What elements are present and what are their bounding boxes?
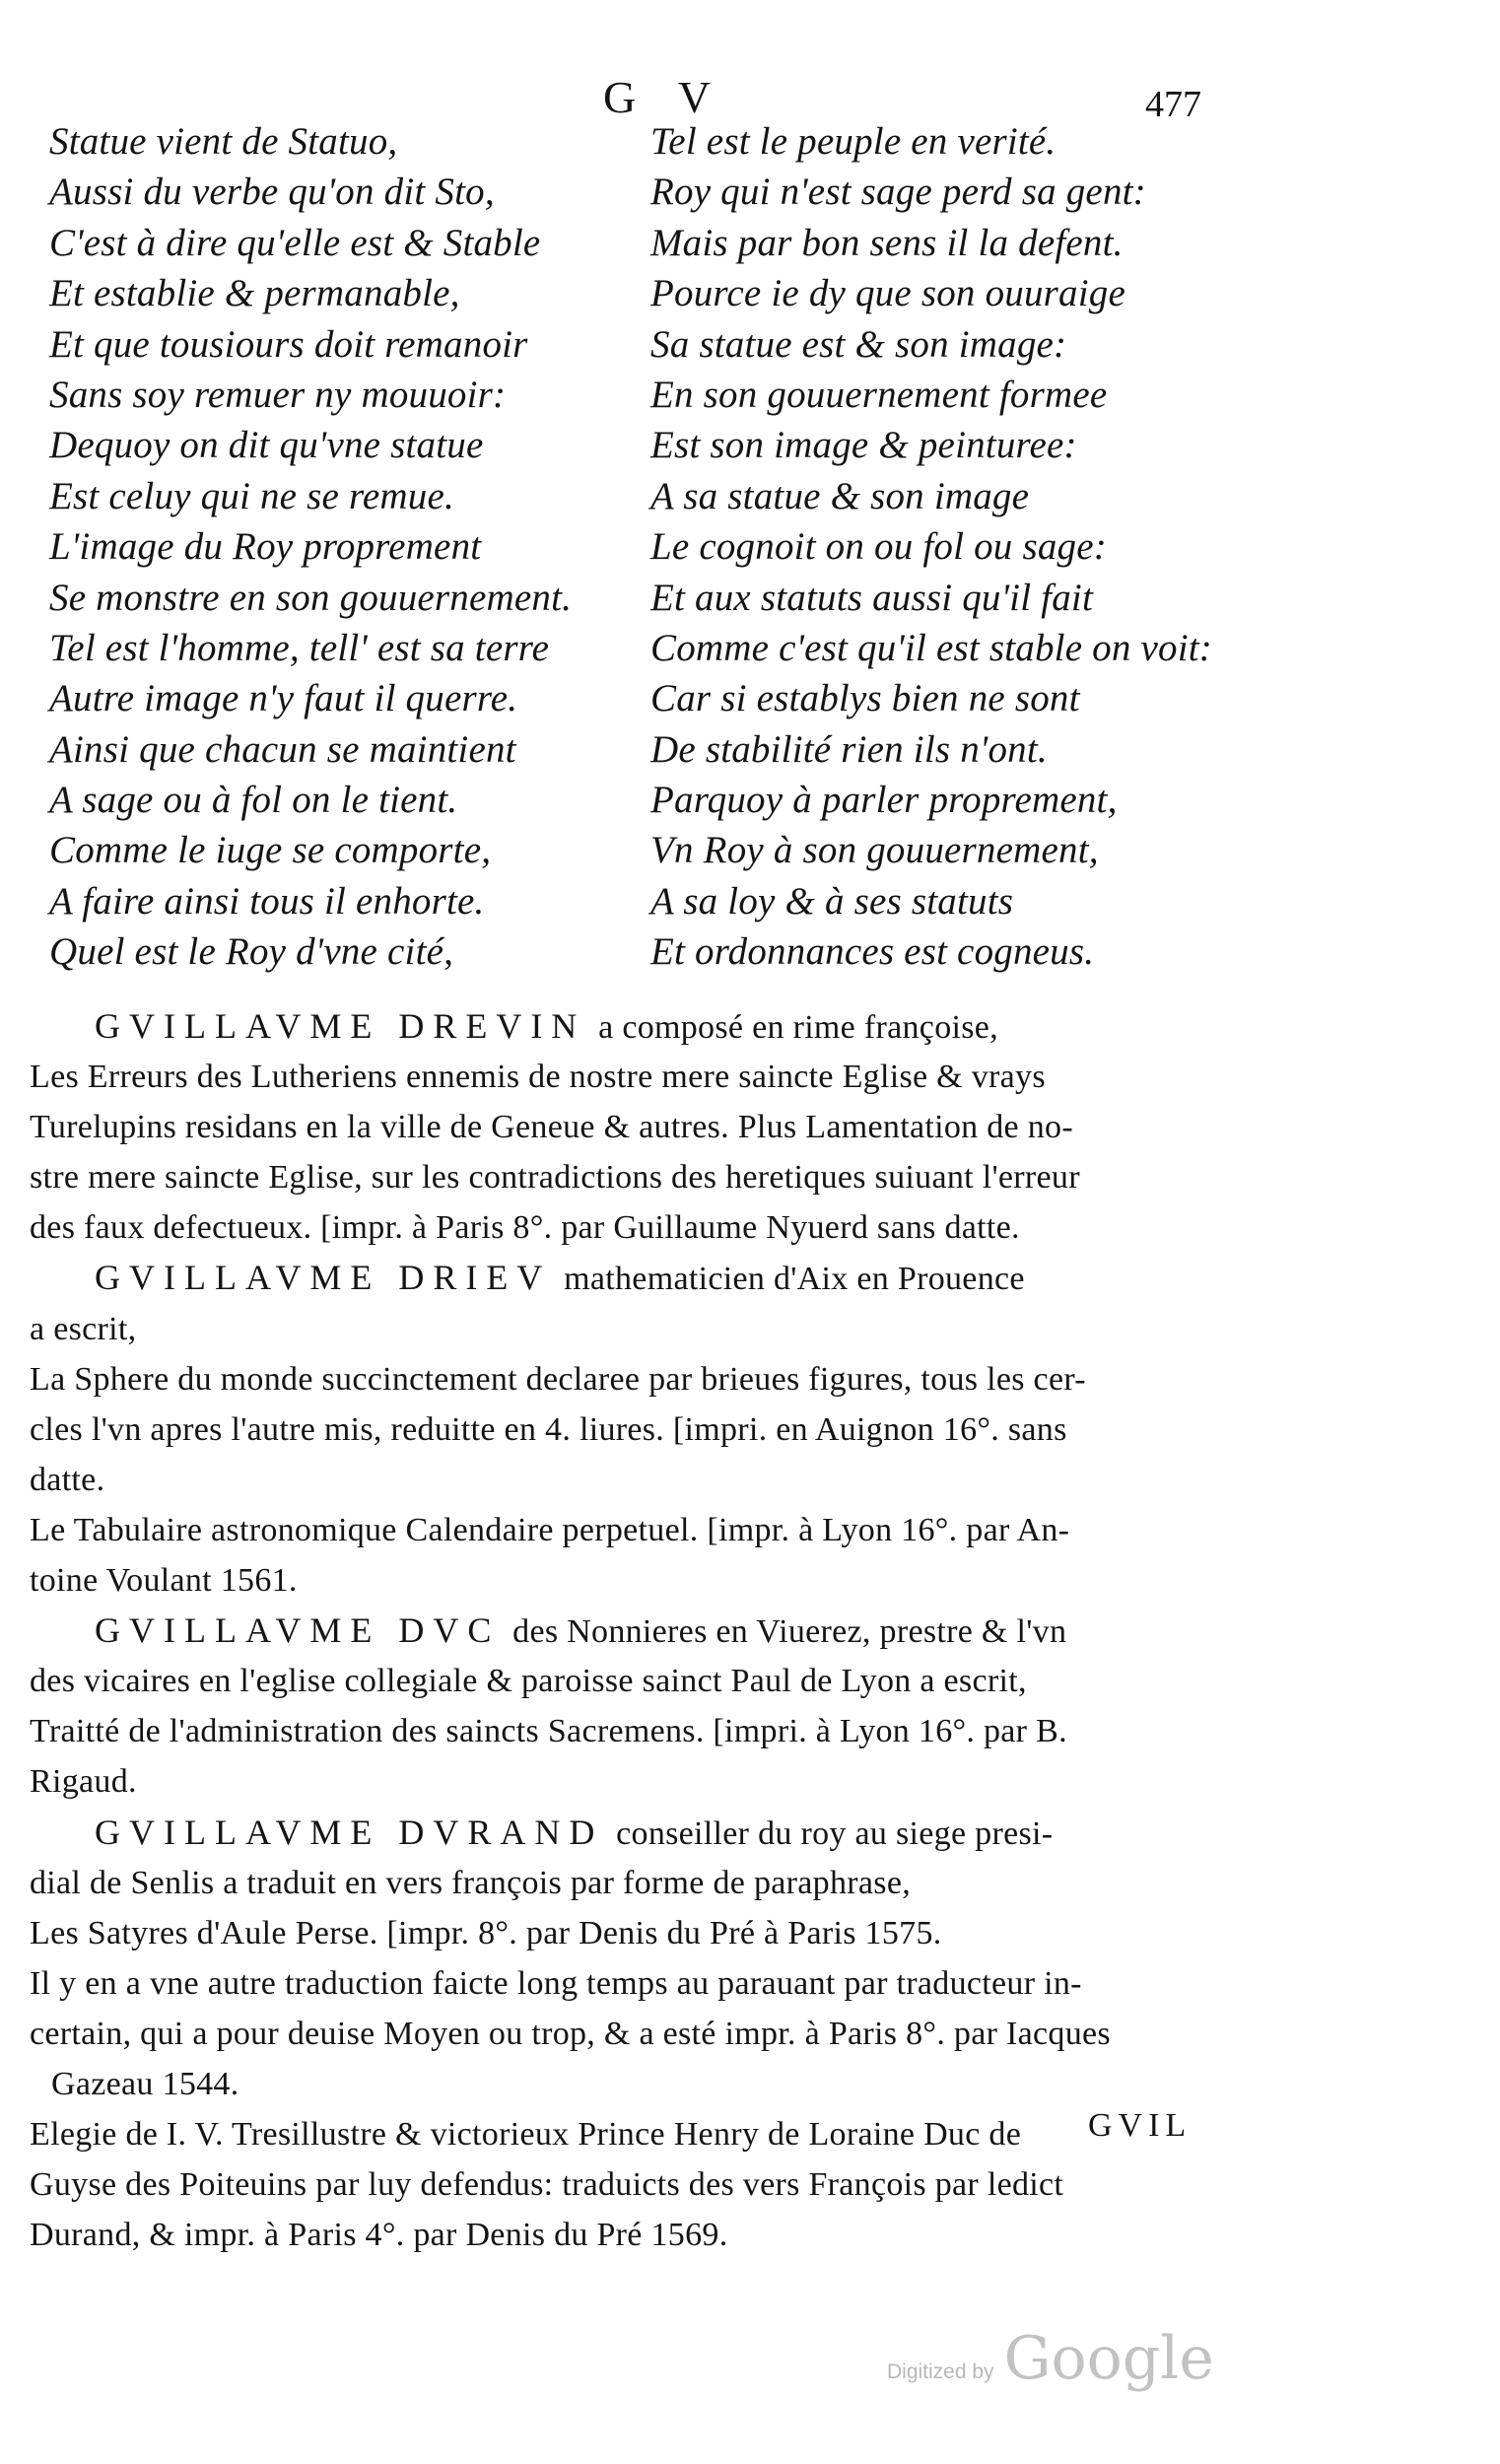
entry-line: Durand, & impr. à Paris 4°. par Denis du Pré 1569. <box>30 2217 728 2254</box>
verse-line: Pource ie dy que son ouuraige <box>650 272 1125 315</box>
verse-line: Dequoy on dit qu'vne statue <box>49 424 484 467</box>
entry-heading-line <box>30 1253 1222 1303</box>
entry-line: Rigaud. <box>30 1763 137 1801</box>
entry-line: toine Voulant 1561. <box>30 1562 298 1600</box>
verse-line: Le cognoit on ou fol ou sage: <box>650 525 1107 569</box>
author-name: GVILLAVME DRIEV <box>95 1258 552 1298</box>
verse-line: Et aux statuts aussi qu'il fait <box>650 576 1093 619</box>
catchword: GVIL <box>1088 2107 1193 2144</box>
verse-line: Sans soy remuer ny mouuoir: <box>49 373 507 416</box>
entry-line: Turelupins residans en la ville de Geneue & autres. Plus Lamentation de no- <box>30 1109 1073 1146</box>
verse-line: Autre image n'y faut il querre. <box>49 677 518 720</box>
verse-line: Est son image & peinturee: <box>650 424 1077 467</box>
entry-line: des faux defectueux. [impr. à Paris 8°. par Guillaume Nyuerd sans datte. <box>30 1209 1020 1247</box>
entry-text: a composé en rime françoise, <box>598 1009 998 1046</box>
entry-line: Guyse des Poiteuins par luy defendus: traduicts des vers François par ledict <box>30 2166 1064 2204</box>
verse-line: Tel est le peuple en verité. <box>650 120 1057 163</box>
verse-line: Statue vient de Statuo, <box>49 120 398 163</box>
verse-line: Et ordonnances est cogneus. <box>650 930 1095 974</box>
verse-line: A sage ou à fol on le tient. <box>49 779 458 822</box>
verse-line: Comme c'est qu'il est stable on voit: <box>650 626 1212 669</box>
entry-line: Les Satyres d'Aule Perse. [impr. 8°. par Denis du Pré à Paris 1575. <box>30 1914 942 1951</box>
verse-line: L'image du Roy proprement <box>49 525 482 569</box>
verse-line: Et que tousiours doit remanoir <box>49 322 528 366</box>
verse-line: En son gouuernement formee <box>650 373 1108 416</box>
entry-line: Traitté de l'administration des saincts Sacremens. [impri. à Lyon 16°. par B. <box>30 1713 1067 1750</box>
entry-text: mathematicien d'Aix en Prouence <box>564 1261 1025 1298</box>
watermark-brand: Google <box>1003 2324 1214 2393</box>
entry-heading-line <box>30 1606 1222 1656</box>
entry-line: Il y en a vne autre traduction faicte long temps au parauant par traducteur in- <box>30 1964 1082 2002</box>
entry-line: datte. <box>30 1461 105 1498</box>
entry-line: stre mere saincte Eglise, sur les contradictions des heretiques suiuant l'erreur <box>30 1159 1080 1197</box>
bibliography-entries <box>30 1001 1222 2260</box>
entry-line: a escrit, <box>30 1310 137 1347</box>
page-number: 477 <box>1145 84 1201 125</box>
digitized-watermark <box>887 2324 1214 2403</box>
entry-text: des Nonnieres en Viuerez, prestre & l'vn <box>512 1613 1067 1651</box>
verse-line: Sa statue est & son image: <box>650 322 1067 366</box>
verse-line: Vn Roy à son gouuernement, <box>650 829 1099 872</box>
verse-column-left <box>49 116 650 978</box>
verse-line: Aussi du verbe qu'on dit Sto, <box>49 171 495 214</box>
verse-column-right <box>650 116 1232 978</box>
author-name: GVILLAVME DVRAND <box>95 1812 604 1852</box>
verse-line: Parquoy à parler proprement, <box>650 779 1118 822</box>
verse-line: De stabilité rien ils n'ont. <box>650 727 1048 771</box>
verse-line: Car si establys bien ne sont <box>650 677 1080 720</box>
entry-text: conseiller du roy au siege presi- <box>616 1814 1054 1852</box>
watermark-prefix: Digitized by <box>887 2361 994 2383</box>
verse-line: Est celuy qui ne se remue. <box>49 474 454 517</box>
verse-line: Quel est le Roy d'vne cité, <box>49 930 454 974</box>
verse-line: C'est à dire qu'elle est & Stable <box>49 221 541 264</box>
running-head-title: G V <box>603 72 727 122</box>
entry-line: des vicaires en l'eglise collegiale & paroisse sainct Paul de Lyon a escrit, <box>30 1663 1027 1700</box>
verse-line: Roy qui n'est sage perd sa gent: <box>650 171 1146 214</box>
entry-heading-line <box>30 1001 1222 1052</box>
verse-line: A sa statue & son image <box>650 474 1030 517</box>
verse-line: Et establie & permanable, <box>49 272 460 315</box>
entry-line: certain, qui a pour deuise Moyen ou trop, & a esté impr. à Paris 8°. par Iacques <box>30 2015 1111 2052</box>
verse-line: Se monstre en son gouuernement. <box>49 576 573 619</box>
author-name: GVILLAVME DVC <box>95 1610 501 1651</box>
entry-line: Elegie de I. V. Tresillustre & victorieux Prince Henry de Loraine Duc de <box>30 2116 1022 2154</box>
entry-line: dial de Senlis a traduit en vers françois par forme de paraphrase, <box>30 1864 912 1901</box>
entry-heading-line <box>30 1808 1222 1858</box>
entry-line: cles l'vn apres l'autre mis, reduitte en 4. liures. [impri. en Auignon 16°. sans <box>30 1410 1067 1448</box>
verse-line: Comme le iuge se comporte, <box>49 829 492 872</box>
entry-line: Le Tabulaire astronomique Calendaire perpetuel. [impr. à Lyon 16°. par An- <box>30 1511 1070 1548</box>
entry-line: Gazeau 1544. <box>51 2065 239 2102</box>
verse-line: Tel est l'homme, tell' est sa terre <box>49 626 550 669</box>
verse-line: Mais par bon sens il la defent. <box>650 221 1124 264</box>
running-head <box>0 61 1500 125</box>
verse-line: A faire ainsi tous il enhorte. <box>49 879 485 923</box>
verse-line: A sa loy & à ses statuts <box>650 879 1014 923</box>
entry-line: Les Erreurs des Lutheriens ennemis de nostre mere saincte Eglise & vrays <box>30 1059 1046 1096</box>
entry-line: La Sphere du monde succinctement declaree par brieues figures, tous les cer- <box>30 1360 1086 1398</box>
author-name: GVILLAVME DREVIN <box>95 1006 586 1046</box>
verse-line: Ainsi que chacun se maintient <box>49 727 516 771</box>
